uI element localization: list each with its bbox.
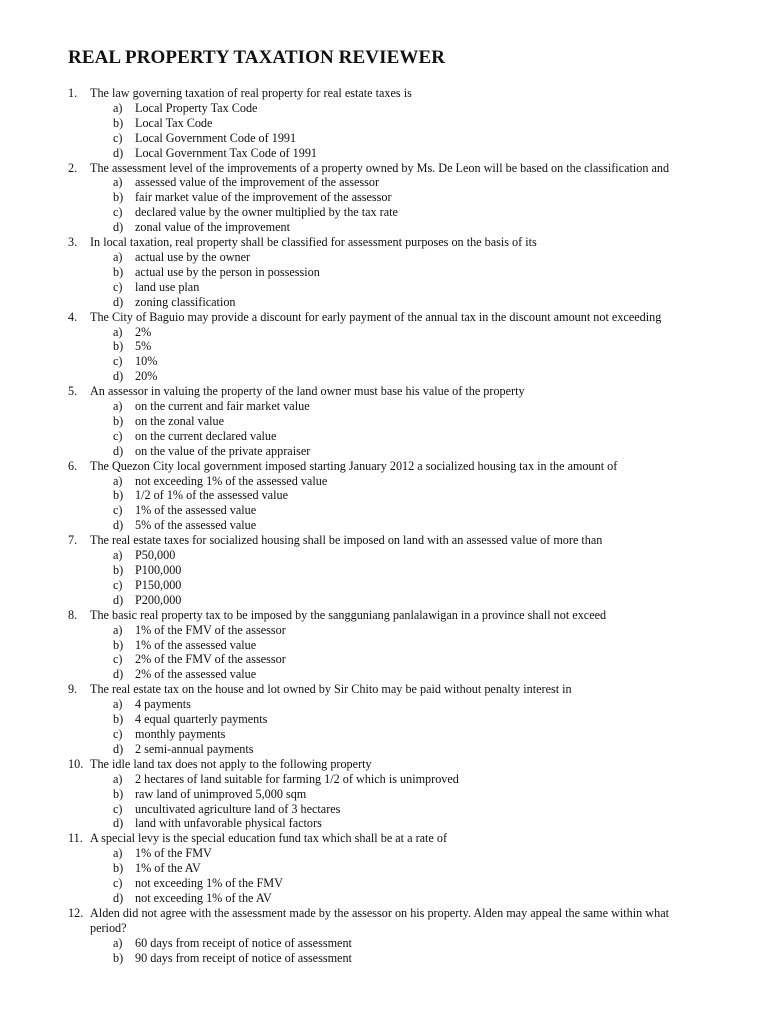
option-letter: d)	[113, 220, 124, 235]
option-letter: a)	[113, 399, 123, 414]
answer-option	[0, 175, 768, 190]
question-text: The City of Baguio may provide a discount for early payment of the annual tax in the discount amount not exceeding	[90, 309, 662, 324]
question-number: 12.	[68, 905, 84, 920]
option-text: 1% of the AV	[135, 861, 201, 876]
question-text: The law governing taxation of real property for real estate taxes is	[90, 86, 412, 100]
option-text: 90 days from receipt of notice of assessment	[135, 950, 352, 965]
question-stem	[0, 161, 700, 176]
answer-option	[0, 891, 768, 906]
option-letter: c)	[113, 503, 123, 518]
answer-option	[0, 787, 768, 802]
question-stem	[0, 906, 700, 936]
option-letter: d)	[113, 890, 124, 905]
option-text: monthly payments	[135, 726, 226, 741]
option-letter: a)	[113, 935, 123, 950]
question-item	[0, 906, 768, 966]
answer-option	[0, 816, 768, 831]
option-text: raw land of unimproved 5,000 sqm	[135, 786, 307, 801]
question-text: An assessor in valuing the property of the land owner must base his value of the property	[90, 384, 525, 399]
option-letter: a)	[113, 100, 123, 115]
question-stem	[0, 608, 700, 623]
question-item	[0, 757, 768, 832]
answer-option	[0, 131, 768, 146]
answer-option	[0, 205, 768, 220]
option-text: 2% of the FMV of the assessor	[135, 652, 286, 667]
option-letter: d)	[113, 667, 124, 682]
option-letter: c)	[113, 726, 123, 741]
answer-option	[0, 861, 768, 876]
question-stem	[0, 235, 700, 250]
question-item	[0, 310, 768, 385]
option-letter: c)	[113, 577, 123, 592]
answer-option	[0, 936, 768, 951]
answer-option	[0, 369, 768, 384]
option-text: 1% of the assessed value	[135, 503, 257, 518]
answer-option	[0, 667, 768, 682]
option-letter: c)	[113, 876, 123, 891]
question-text: The real estate tax on the house and lot owned by Sir Chito may be paid without penalty interest in	[90, 682, 572, 697]
option-text: land use plan	[135, 279, 200, 294]
option-text: actual use by the owner	[135, 249, 251, 264]
question-number: 11.	[68, 831, 83, 846]
question-item	[0, 161, 768, 236]
question-text: The basic real property tax to be imposed by the sangguniang panlalawigan in a province shall not exceed	[90, 607, 607, 622]
answer-option	[0, 444, 768, 459]
option-text: 1% of the assessed value	[135, 637, 257, 652]
answer-option	[0, 548, 768, 563]
option-text: Local Government Code of 1991	[135, 130, 297, 145]
question-item	[0, 235, 768, 310]
question-stem	[0, 533, 700, 548]
option-text: P150,000	[135, 577, 182, 592]
answer-option	[0, 503, 768, 518]
option-letter: c)	[113, 130, 123, 145]
question-stem	[0, 682, 700, 697]
option-letter: c)	[113, 428, 123, 443]
option-text: assessed value of the improvement of the assessor	[135, 175, 380, 190]
option-text: 2%	[135, 324, 152, 339]
option-text: Local Government Tax Code of 1991	[135, 145, 318, 160]
option-text: 1% of the FMV	[135, 846, 212, 861]
option-letter: d)	[113, 741, 124, 756]
answer-option	[0, 295, 768, 310]
question-number: 10.	[68, 756, 84, 771]
answer-option	[0, 474, 768, 489]
question-text: A special levy is the special education fund tax which shall be at a rate of	[90, 831, 448, 846]
option-letter: b)	[113, 190, 124, 205]
option-letter: b)	[113, 488, 124, 503]
option-letter: d)	[113, 369, 124, 384]
question-item	[0, 533, 768, 608]
option-text: fair market value of the improvement of the assessor	[135, 190, 392, 205]
answer-option	[0, 190, 768, 205]
answer-option	[0, 354, 768, 369]
question-number: 3.	[68, 235, 78, 250]
option-text: P50,000	[135, 548, 176, 563]
option-letter: b)	[113, 712, 124, 727]
question-number: 8.	[68, 607, 78, 622]
page-title: REAL PROPERTY TAXATION REVIEWER	[68, 47, 446, 68]
option-text: 60 days from receipt of notice of assessment	[135, 935, 352, 950]
answer-option	[0, 518, 768, 533]
answer-option	[0, 265, 768, 280]
answer-option	[0, 220, 768, 235]
question-item	[0, 86, 768, 161]
answer-option	[0, 578, 768, 593]
option-text: Local Property Tax Code	[135, 100, 258, 115]
option-letter: a)	[113, 249, 123, 264]
answer-option	[0, 846, 768, 861]
question-text: The idle land tax does not apply to the following property	[90, 756, 372, 771]
answer-option	[0, 563, 768, 578]
option-text: actual use by the person in possession	[135, 264, 320, 279]
answer-option	[0, 623, 768, 638]
answer-option	[0, 101, 768, 116]
option-letter: d)	[113, 443, 124, 458]
answer-option	[0, 712, 768, 727]
question-number: 9.	[68, 682, 78, 697]
option-text: P100,000	[135, 563, 182, 577]
question-number: 7.	[68, 533, 78, 548]
question-stem	[0, 831, 700, 846]
answer-option	[0, 951, 768, 966]
answer-option	[0, 742, 768, 757]
option-text: 1% of the FMV of the assessor	[135, 622, 286, 637]
question-number: 4.	[68, 309, 78, 324]
answer-option	[0, 429, 768, 444]
question-text: The Quezon City local government imposed starting January 2012 a socialized housing tax in the amount of	[90, 458, 618, 473]
question-number: 5.	[68, 384, 78, 399]
answer-option	[0, 652, 768, 667]
option-text: P200,000	[135, 592, 182, 607]
answer-option	[0, 250, 768, 265]
option-text: 20%	[135, 369, 158, 384]
option-text: 5%	[135, 339, 152, 354]
question-number: 6.	[68, 458, 78, 473]
option-letter: a)	[113, 622, 123, 637]
option-letter: b)	[113, 950, 124, 965]
question-stem	[0, 757, 700, 772]
option-text: land with unfavorable physical factors	[135, 816, 322, 831]
option-letter: b)	[113, 637, 124, 652]
option-letter: b)	[113, 115, 124, 130]
question-text: In local taxation, real property shall be classified for assessment purposes on the basis of its	[90, 235, 537, 250]
answer-option	[0, 772, 768, 787]
option-letter: b)	[113, 563, 124, 577]
answer-option	[0, 876, 768, 891]
question-item	[0, 608, 768, 683]
question-number: 1.	[68, 86, 78, 100]
option-text: 1/2 of 1% of the assessed value	[135, 488, 288, 503]
option-text: not exceeding 1% of the FMV	[135, 876, 283, 891]
option-letter: b)	[113, 861, 124, 876]
question-text: The real estate taxes for socialized housing shall be imposed on land with an assessed value of more than	[90, 533, 603, 548]
option-letter: a)	[113, 697, 123, 712]
option-text: 2% of the assessed value	[135, 667, 257, 682]
option-letter: c)	[113, 354, 123, 369]
option-letter: b)	[113, 264, 124, 279]
answer-option	[0, 638, 768, 653]
question-number: 2.	[68, 160, 78, 175]
option-text: not exceeding 1% of the AV	[135, 890, 272, 905]
question-item	[0, 459, 768, 534]
option-text: Local Tax Code	[135, 115, 213, 130]
option-text: declared value by the owner multiplied by the tax rate	[135, 205, 398, 220]
question-list	[0, 86, 768, 965]
answer-option	[0, 399, 768, 414]
question-text: The assessment level of the improvements of a property owned by Ms. De Leon will be based on the classification and	[90, 160, 670, 175]
answer-option	[0, 339, 768, 354]
answer-option	[0, 414, 768, 429]
option-letter: d)	[113, 518, 124, 533]
option-text: zonal value of the improvement	[135, 220, 290, 235]
question-item	[0, 831, 768, 906]
option-text: 4 equal quarterly payments	[135, 712, 268, 727]
question-item	[0, 384, 768, 459]
option-letter: a)	[113, 324, 123, 339]
option-text: 5% of the assessed value	[135, 518, 257, 533]
option-letter: a)	[113, 846, 123, 861]
option-letter: a)	[113, 548, 123, 563]
option-text: on the zonal value	[135, 413, 225, 428]
question-stem	[0, 86, 700, 101]
question-text: Alden did not agree with the assessment made by the assessor on his property. Alden may appeal the same within what period?	[90, 905, 669, 935]
option-letter: a)	[113, 771, 123, 786]
question-stem	[0, 384, 700, 399]
option-letter: c)	[113, 279, 123, 294]
question-stem	[0, 459, 700, 474]
option-letter: c)	[113, 652, 123, 667]
option-letter: a)	[113, 175, 123, 190]
answer-option	[0, 697, 768, 712]
option-text: uncultivated agriculture land of 3 hectares	[135, 801, 341, 816]
option-text: on the current and fair market value	[135, 399, 310, 414]
question-stem	[0, 310, 700, 325]
option-letter: b)	[113, 786, 124, 801]
option-letter: c)	[113, 801, 123, 816]
option-letter: b)	[113, 413, 124, 428]
answer-option	[0, 116, 768, 131]
option-text: 10%	[135, 354, 158, 369]
option-text: on the value of the private appraiser	[135, 443, 311, 458]
answer-option	[0, 325, 768, 340]
answer-option	[0, 146, 768, 161]
option-letter: d)	[113, 592, 124, 607]
option-letter: d)	[113, 145, 124, 160]
option-text: 2 hectares of land suitable for farming 1/2 of which is unimproved	[135, 771, 459, 786]
option-letter: b)	[113, 339, 124, 354]
option-text: zoning classification	[135, 294, 236, 309]
answer-option	[0, 488, 768, 503]
option-letter: a)	[113, 473, 123, 488]
option-letter: d)	[113, 294, 124, 309]
option-letter: c)	[113, 205, 123, 220]
answer-option	[0, 727, 768, 742]
option-text: 4 payments	[135, 697, 191, 712]
option-text: 2 semi-annual payments	[135, 741, 254, 756]
option-text: not exceeding 1% of the assessed value	[135, 473, 328, 488]
option-text: on the current declared value	[135, 428, 277, 443]
answer-option	[0, 802, 768, 817]
question-item	[0, 682, 768, 757]
answer-option	[0, 593, 768, 608]
option-letter: d)	[113, 816, 124, 831]
answer-option	[0, 280, 768, 295]
